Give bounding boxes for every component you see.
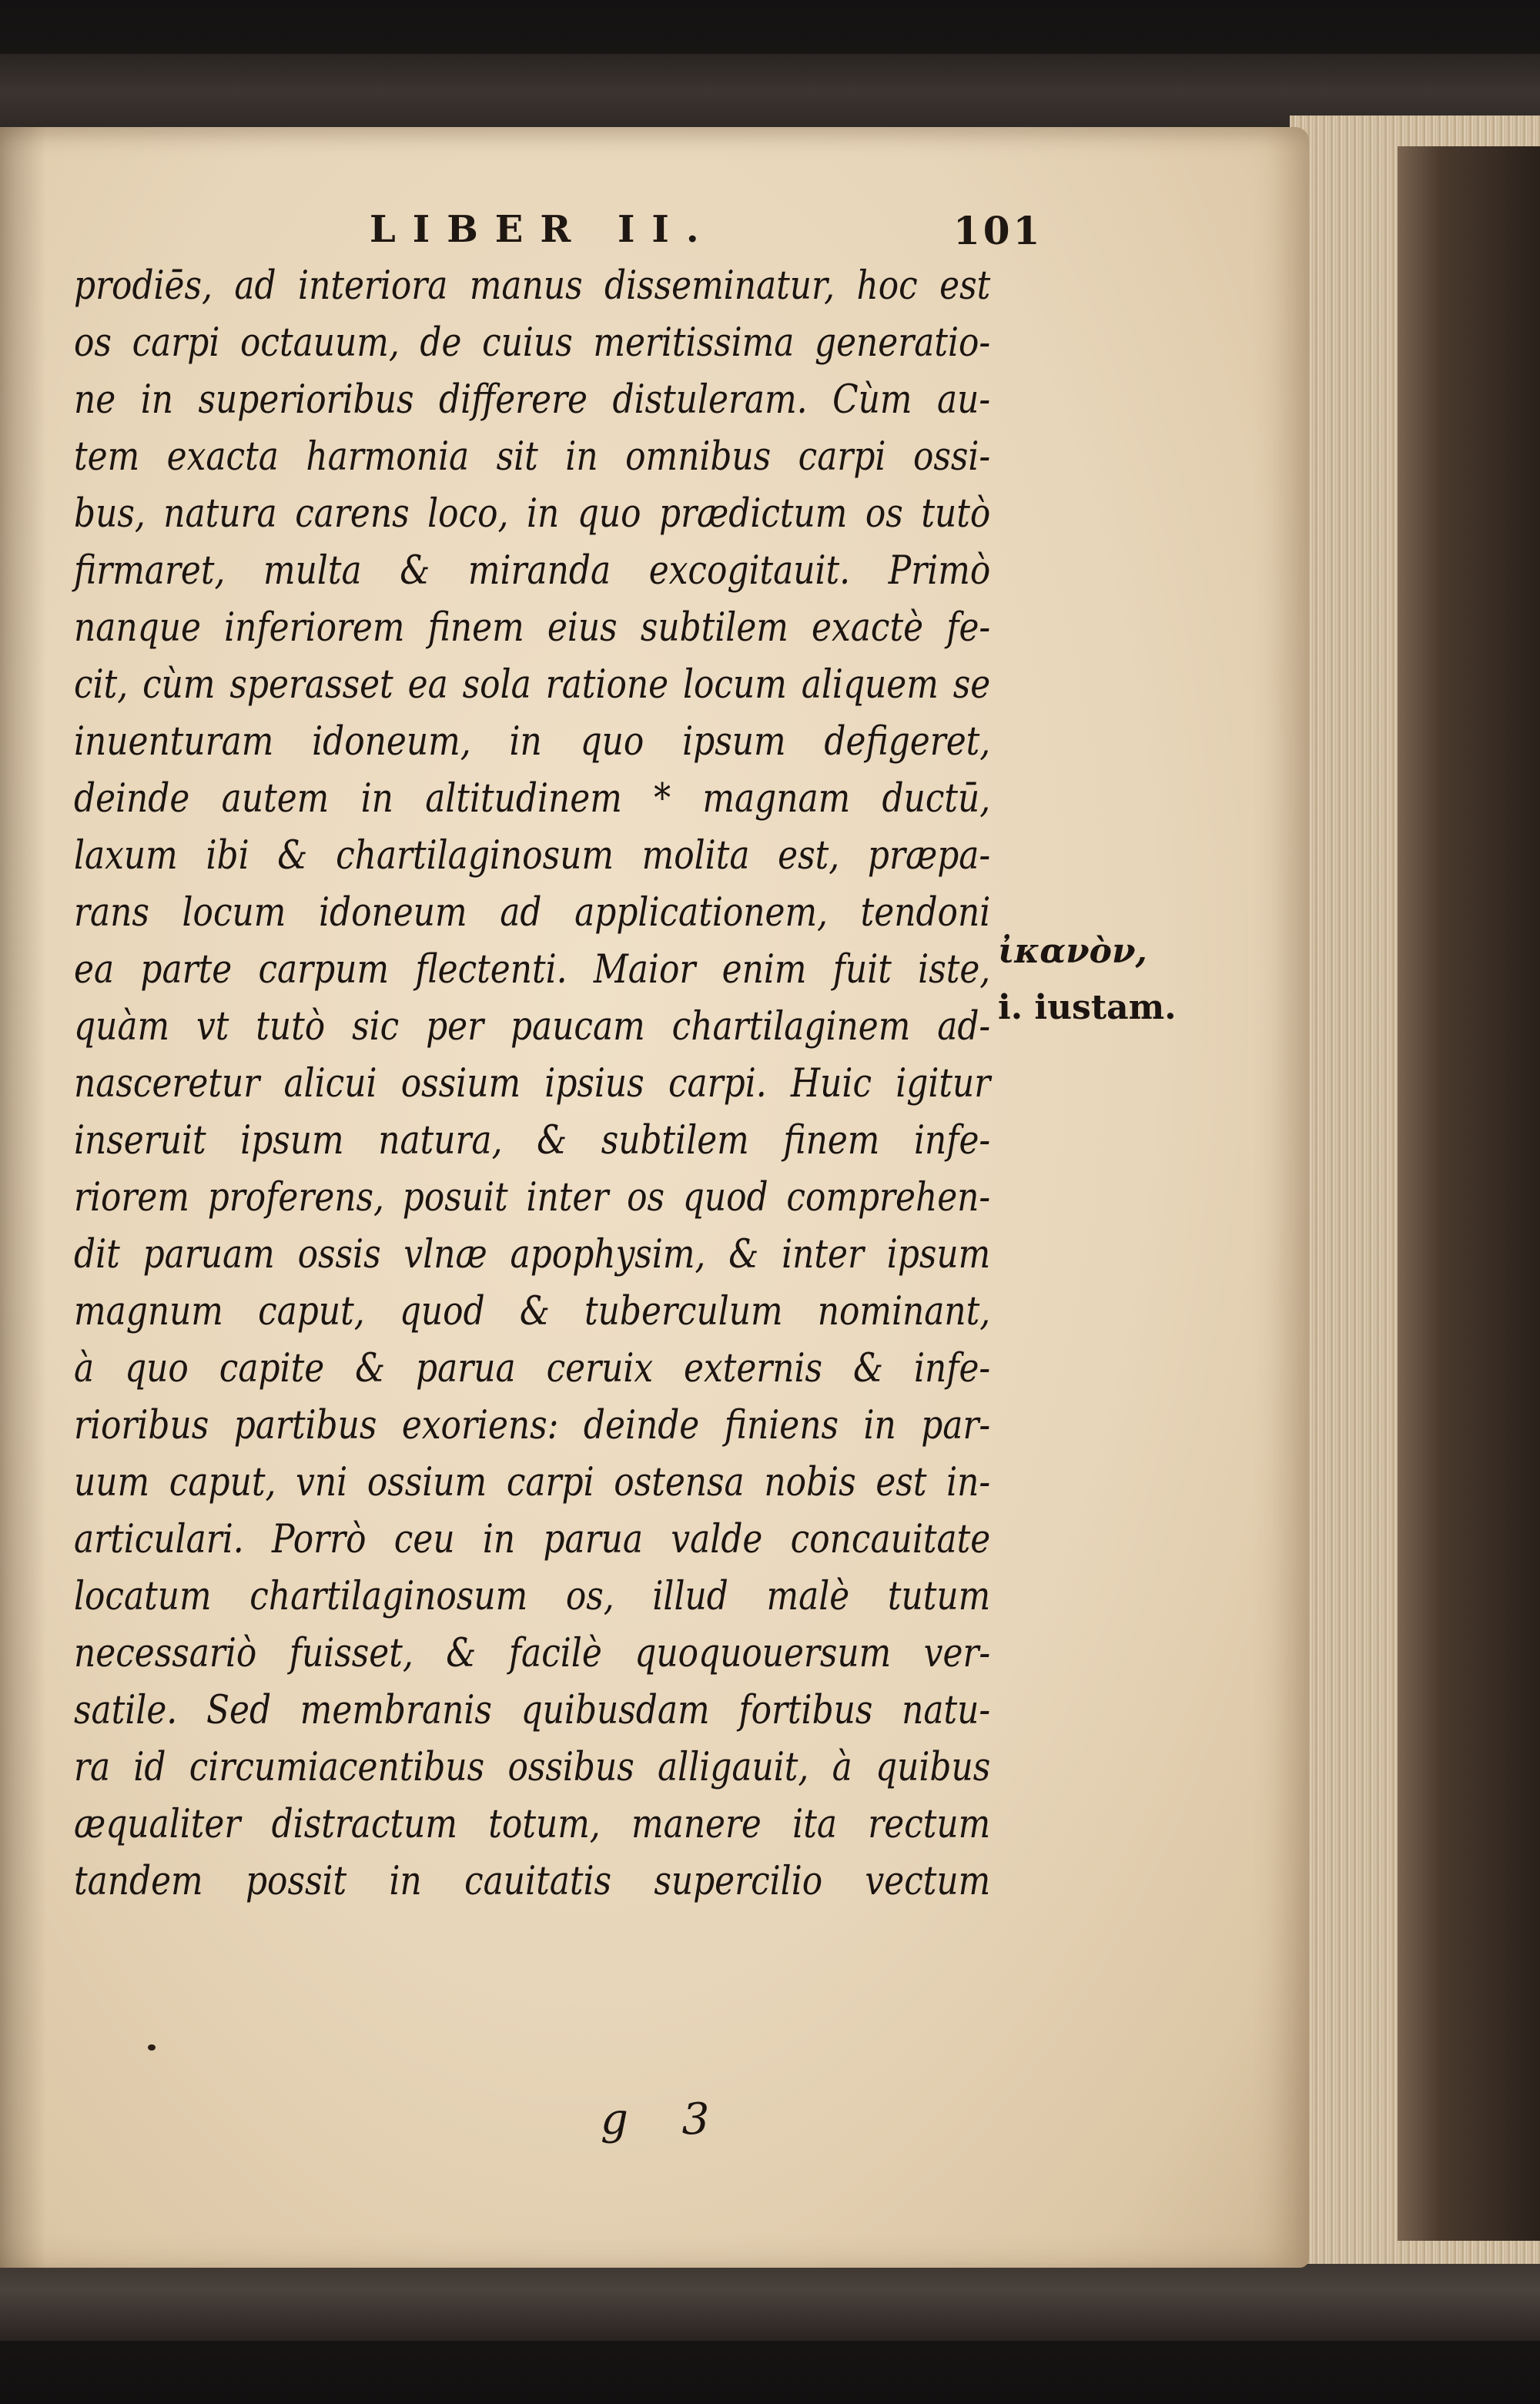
text-line: cit, cùm sperasset ea sola ratione locum aliquem se (74, 662, 991, 708)
text-line: tem exacta harmonia sit in omnibus carpi ossi- (74, 434, 991, 480)
text-line: quàm vt tutò sic per paucam chartilaginem ad- (74, 1004, 991, 1050)
text-line: riorem proferens, posuit inter os quod comprehen- (74, 1175, 991, 1220)
text-line: ra id circumiacentibus ossibus alligauit, à quibus (74, 1745, 991, 1790)
text-line: os carpi octauum, de cuius meritissima generatio- (74, 320, 991, 366)
text-line: inuenturam idoneum, in quo ipsum defigeret, (74, 719, 991, 765)
marginal-note-greek: ἰκανὸν, (998, 932, 1147, 971)
text-line: articulari. Porrò ceu in parua valde concauitate (74, 1517, 991, 1562)
signature-mark: g 3 (601, 2094, 730, 2145)
text-line: tandem possit in cauitatis supercilio vectum (74, 1859, 991, 1904)
text-line: prodiēs, ad interiora manus disseminatur, hoc est (74, 263, 991, 309)
page-number: 101 (953, 208, 1043, 253)
text-line: magnum caput, quod & tuberculum nominant, (74, 1289, 991, 1334)
text-line: ea parte carpum flectenti. Maior enim fuit iste, (74, 947, 991, 993)
book-cover-bottom-edge (0, 2256, 1540, 2341)
text-line: satile. Sed membranis quibusdam fortibus natu- (74, 1688, 991, 1733)
text-line: rioribus partibus exoriens: deinde finiens in par- (74, 1403, 991, 1448)
text-line: nanque inferiorem finem eius subtilem exactè fe- (74, 605, 991, 651)
text-line: nasceretur alicui ossium ipsius carpi. Huic igitur (74, 1061, 991, 1107)
text-line: æqualiter distractum totum, manere ita rectum (74, 1802, 991, 1847)
text-line: firmaret, multa & miranda excogitauit. Primò (74, 548, 991, 594)
text-line: deinde autem in altitudinem * magnam ductū, (74, 776, 991, 822)
text-line: necessariò fuisset, & facilè quoquouersum ver- (74, 1631, 991, 1676)
book-page (0, 127, 1309, 2268)
text-line: inseruit ipsum natura, & subtilem finem infe- (74, 1118, 991, 1163)
text-line: laxum ibi & chartilaginosum molita est, præpa- (74, 833, 991, 879)
text-line: locatum chartilaginosum os, illud malè tutum (74, 1574, 991, 1619)
running-head: LIBER II. (370, 208, 716, 251)
marginal-note-gloss: i. iustam. (998, 988, 1177, 1027)
text-line: uum caput, vni ossium carpi ostensa nobis est in- (74, 1460, 991, 1505)
ink-speck (148, 2044, 156, 2051)
body-text (74, 258, 990, 1910)
text-line: ne in superioribus differere distuleram. Cùm au- (74, 377, 991, 423)
text-line: à quo capite & parua ceruix externis & infe- (74, 1346, 991, 1391)
text-line: dit paruam ossis vlnæ apophysim, & inter ipsum (74, 1232, 991, 1277)
book-fore-edge (1290, 116, 1540, 2264)
text-line: bus, natura carens loco, in quo prædictum os tutò (74, 491, 991, 537)
text-line: rans locum idoneum ad applicationem, tendoni (74, 890, 991, 936)
